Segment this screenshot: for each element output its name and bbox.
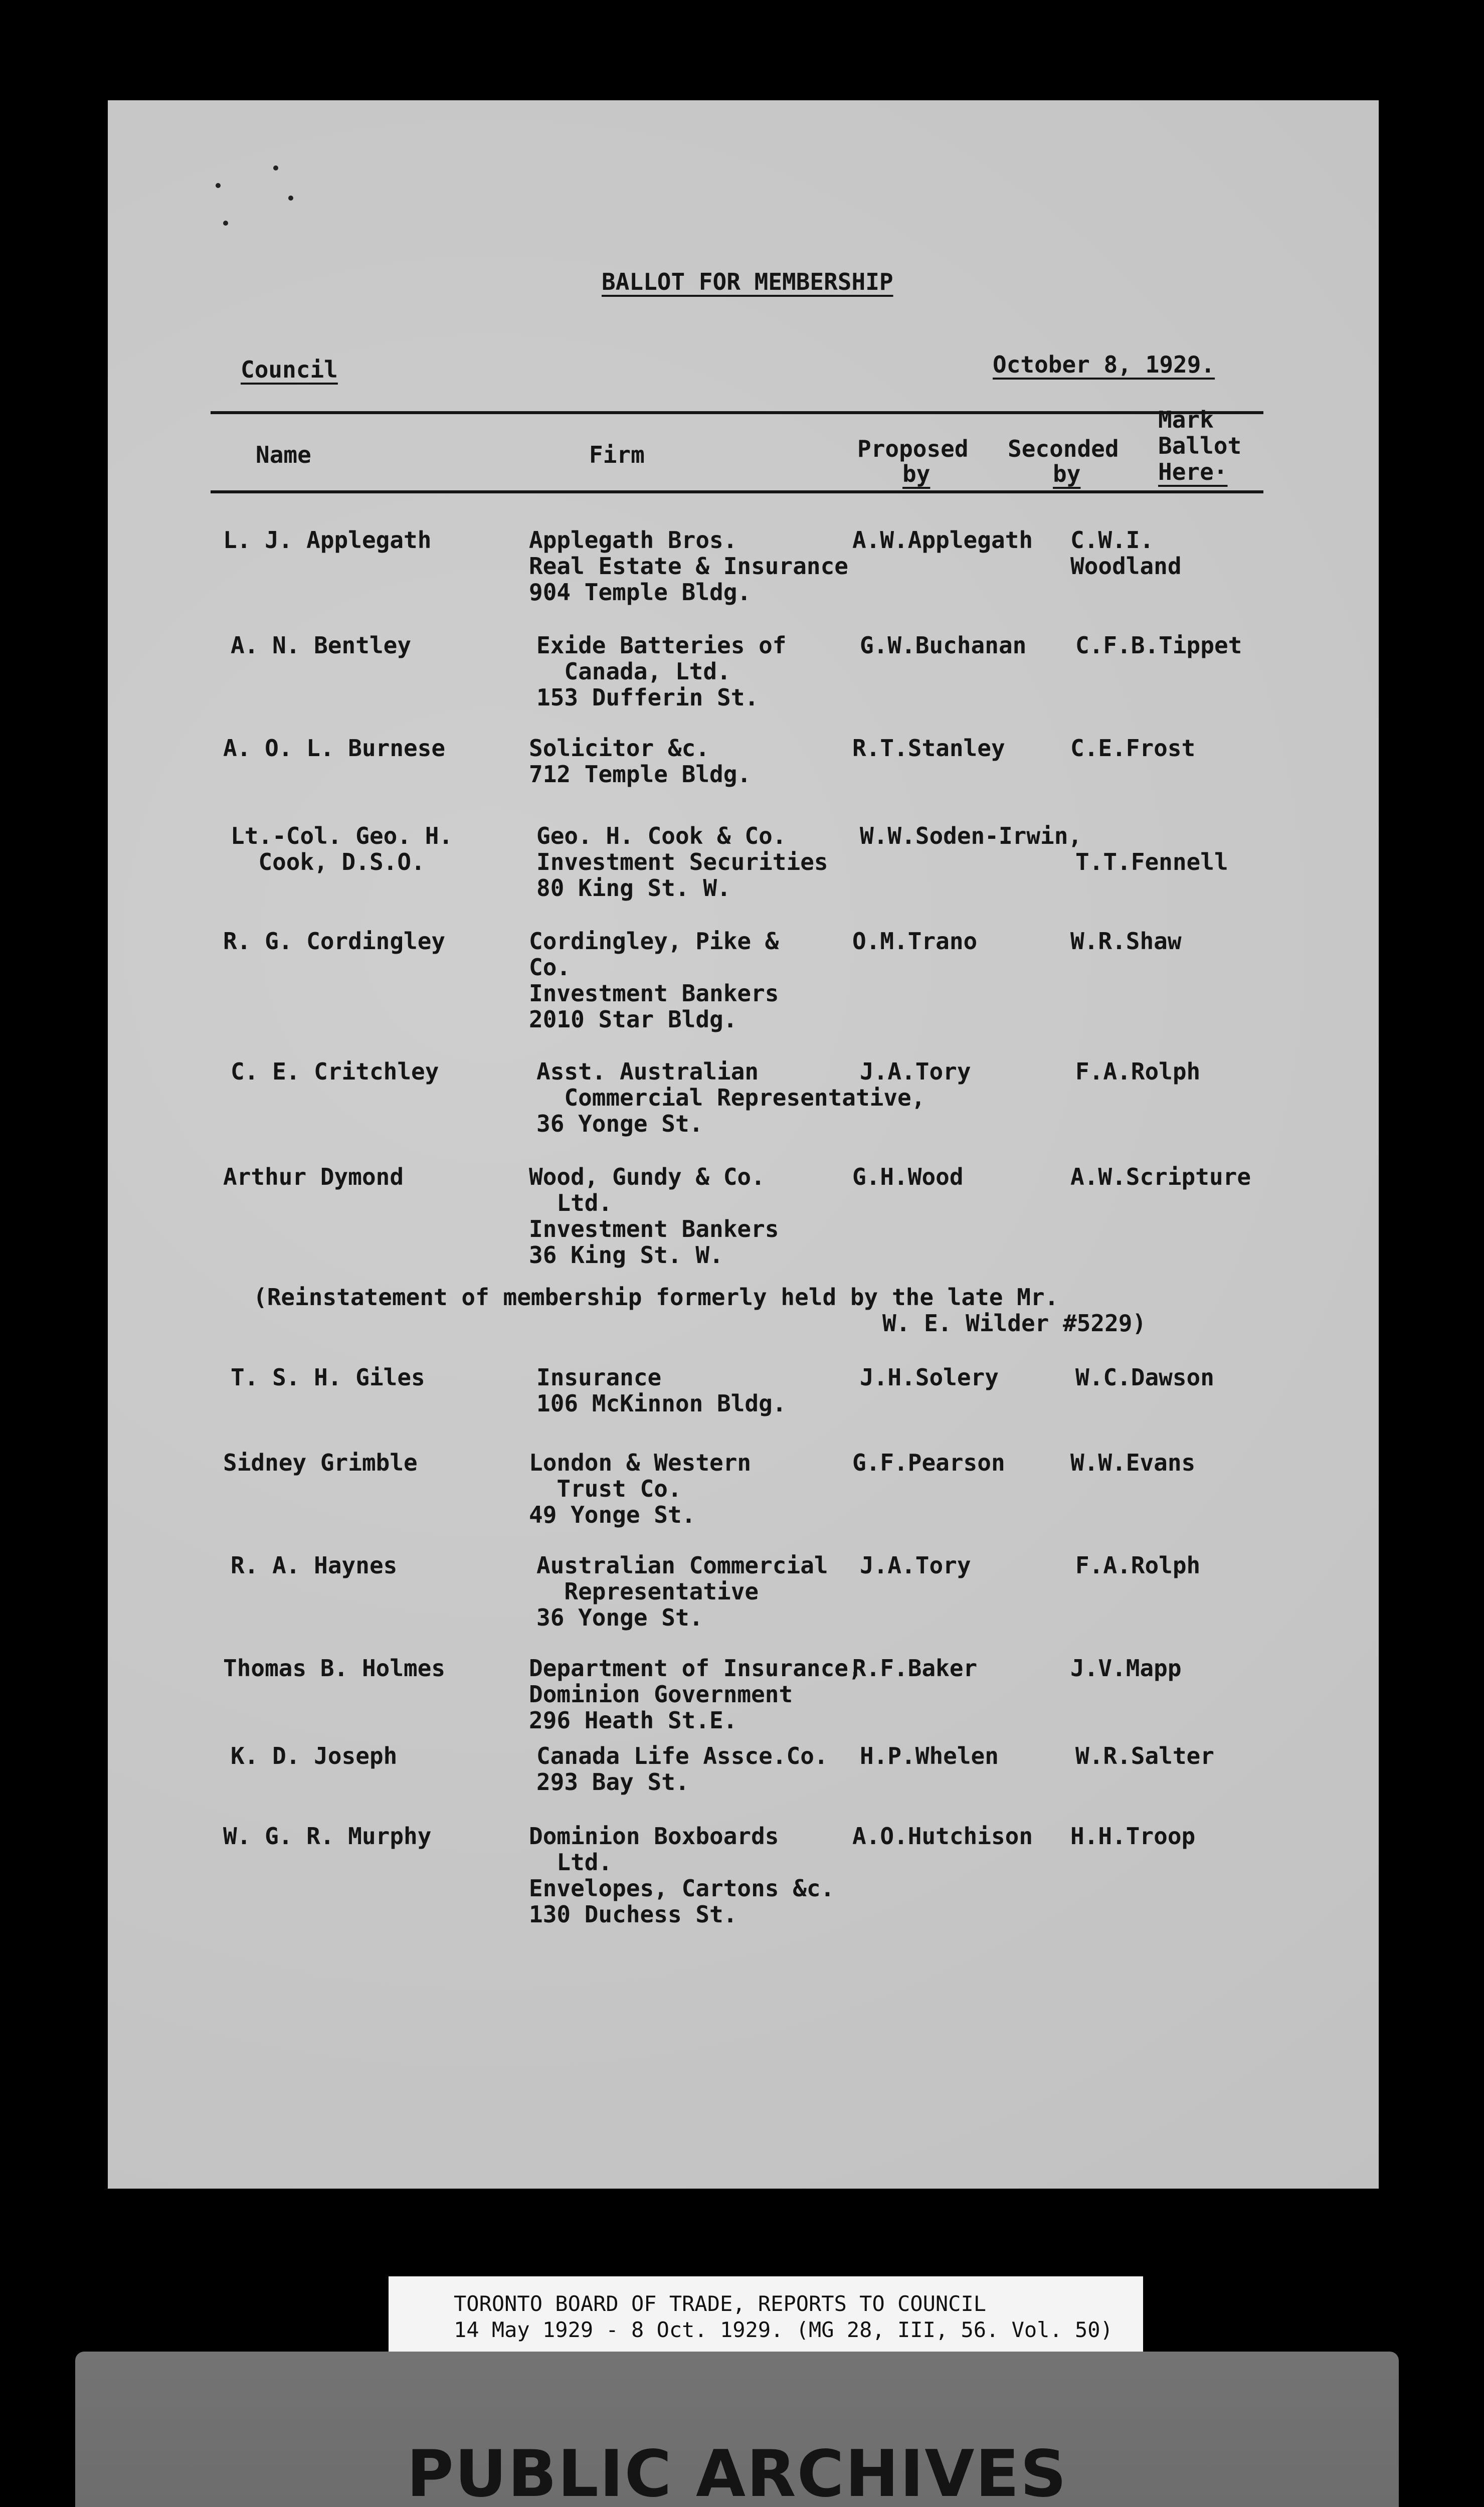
header-proposed-by: by [902, 460, 931, 487]
header-mark-2: Ballot [1158, 432, 1242, 459]
entry-seconded: Woodland [1070, 553, 1182, 580]
entry-firm: Department of Insurance, [529, 1655, 862, 1682]
reinstatement-note-line1: (Reinstatement of membership formerly held by the late Mr. [253, 1284, 1059, 1311]
document-title: BALLOT FOR MEMBERSHIP [602, 268, 893, 295]
entry-firm: Insurance [536, 1364, 662, 1391]
entry-firm: Investment Bankers [529, 1215, 779, 1242]
entry-seconded: C.W.I. [1070, 526, 1154, 554]
header-name: Name [256, 441, 311, 468]
entry-name: Sidney Grimble [223, 1449, 418, 1476]
entry-firm: Commercial Representative, [536, 1084, 925, 1111]
entry-firm: Representative [536, 1578, 759, 1605]
entry-proposed: W.W.Soden-Irwin, [860, 822, 1082, 849]
entry-proposed: J.A.Tory [860, 1058, 971, 1085]
archives-stamp [75, 2352, 1399, 2507]
archive-label-line2: 14 May 1929 - 8 Oct. 1929. (MG 28, III, 56. Vol. 50) [454, 2317, 1113, 2342]
entry-name: Arthur Dymond [223, 1163, 404, 1190]
entry-seconded: H.H.Troop [1070, 1823, 1196, 1850]
entry-firm: Envelopes, Cartons &c. [529, 1875, 835, 1902]
entry-firm: Trust Co. [529, 1475, 682, 1502]
reinstatement-note-line2: W. E. Wilder #5229) [882, 1310, 1147, 1337]
entry-name: Thomas B. Holmes [223, 1655, 446, 1682]
header-mark-1: Mark [1158, 406, 1214, 433]
entry-name: C. E. Critchley [231, 1058, 439, 1085]
entry-firm: Investment Securities [536, 848, 828, 875]
document-date: October 8, 1929. [993, 351, 1215, 378]
entry-seconded: A.W.Scripture [1070, 1163, 1251, 1190]
entry-firm: 36 Yonge St. [536, 1604, 703, 1631]
entry-firm: Solicitor &c. [529, 735, 710, 762]
entry-proposed: R.F.Baker [852, 1655, 978, 1682]
entry-seconded: W.C.Dawson [1075, 1364, 1214, 1391]
entry-firm: Co. [529, 954, 571, 981]
header-proposed: Proposed [857, 435, 969, 462]
entry-name: T. S. H. Giles [231, 1364, 425, 1391]
entry-firm: 293 Bay St. [536, 1768, 689, 1796]
entry-firm: Canada, Ltd. [536, 658, 731, 685]
entry-proposed: J.H.Solery [860, 1364, 999, 1391]
entry-firm: Canada Life Assce.Co. [536, 1742, 828, 1769]
entry-seconded: F.A.Rolph [1075, 1552, 1201, 1579]
entry-firm: Applegath Bros. [529, 526, 737, 554]
entry-seconded: C.E.Frost [1070, 735, 1196, 762]
ballot-sheet [108, 100, 1379, 2189]
entry-name: A. N. Bentley [231, 632, 412, 659]
entry-firm: Ltd. [529, 1189, 613, 1216]
entry-proposed: J.A.Tory [860, 1552, 971, 1579]
header-rule-top [211, 411, 1263, 414]
entry-firm: London & Western [529, 1449, 752, 1476]
entry-firm: Dominion Government [529, 1681, 793, 1708]
entry-name: L. J. Applegath [223, 526, 432, 554]
archive-reference-label [389, 2276, 1143, 2359]
entry-proposed: A.W.Applegath [852, 526, 1033, 554]
header-mark-3: Here· [1158, 458, 1228, 485]
entry-seconded: J.V.Mapp [1070, 1655, 1182, 1682]
entry-seconded: C.F.B.Tippet [1075, 632, 1242, 659]
entry-seconded: T.T.Fennell [1075, 848, 1228, 875]
entry-firm: 80 King St. W. [536, 874, 731, 902]
entry-firm: Ltd. [529, 1849, 613, 1876]
entry-firm: 153 Dufferin St. [536, 684, 759, 711]
header-firm: Firm [589, 441, 645, 468]
header-seconded: Seconded [1008, 435, 1119, 462]
entry-firm: Australian Commercial [536, 1552, 828, 1579]
entry-proposed: H.P.Whelen [860, 1742, 999, 1769]
entry-firm: Cordingley, Pike & [529, 928, 779, 955]
entry-proposed: G.H.Wood [852, 1163, 964, 1190]
entry-firm: 106 McKinnon Bldg. [536, 1390, 787, 1417]
paper-speck [288, 196, 293, 201]
header-seconded-by: by [1053, 460, 1081, 487]
entry-proposed: A.O.Hutchison [852, 1823, 1033, 1850]
entry-firm: Exide Batteries of [536, 632, 787, 659]
entry-name: R. A. Haynes [231, 1552, 398, 1579]
entry-seconded: W.R.Salter [1075, 1742, 1214, 1769]
archive-label-line1: TORONTO BOARD OF TRADE, REPORTS TO COUNCIL [454, 2291, 987, 2316]
entry-firm: 36 Yonge St. [536, 1110, 703, 1137]
entry-seconded: W.R.Shaw [1070, 928, 1182, 955]
paper-speck [216, 183, 221, 188]
entry-firm: Dominion Boxboards [529, 1823, 779, 1850]
entry-firm: 36 King St. W. [529, 1241, 723, 1269]
stamp-line1: PUBLIC ARCHIVES [407, 2437, 1067, 2507]
entry-seconded: F.A.Rolph [1075, 1058, 1201, 1085]
entry-name: A. O. L. Burnese [223, 735, 446, 762]
entry-name: Lt.-Col. Geo. H. [231, 822, 453, 849]
entry-firm: 712 Temple Bldg. [529, 761, 752, 788]
entry-firm: Investment Bankers [529, 980, 779, 1007]
entry-proposed: O.M.Trano [852, 928, 978, 955]
entry-firm: Asst. Australian [536, 1058, 759, 1085]
entry-firm: 130 Duchess St. [529, 1901, 737, 1928]
entry-name: K. D. Joseph [231, 1742, 398, 1769]
entry-proposed: G.W.Buchanan [860, 632, 1027, 659]
entry-name: W. G. R. Murphy [223, 1823, 432, 1850]
entry-firm: 2010 Star Bldg. [529, 1006, 737, 1033]
entry-proposed: R.T.Stanley [852, 735, 1005, 762]
header-rule-bottom [211, 490, 1263, 493]
entry-firm: Geo. H. Cook & Co. [536, 822, 787, 849]
entry-firm: 49 Yonge St. [529, 1501, 696, 1528]
paper-speck [273, 165, 278, 170]
entry-seconded: W.W.Evans [1070, 1449, 1196, 1476]
paper-speck [223, 221, 228, 226]
entry-proposed: G.F.Pearson [852, 1449, 1005, 1476]
entry-name: Cook, D.S.O. [231, 848, 425, 875]
entry-firm: Wood, Gundy & Co. [529, 1163, 765, 1190]
entry-firm: Real Estate & Insurance [529, 553, 848, 580]
committee-label: Council [241, 356, 338, 383]
entry-name: R. G. Cordingley [223, 928, 446, 955]
entry-firm: 904 Temple Bldg. [529, 579, 752, 606]
entry-firm: 296 Heath St.E. [529, 1707, 737, 1734]
